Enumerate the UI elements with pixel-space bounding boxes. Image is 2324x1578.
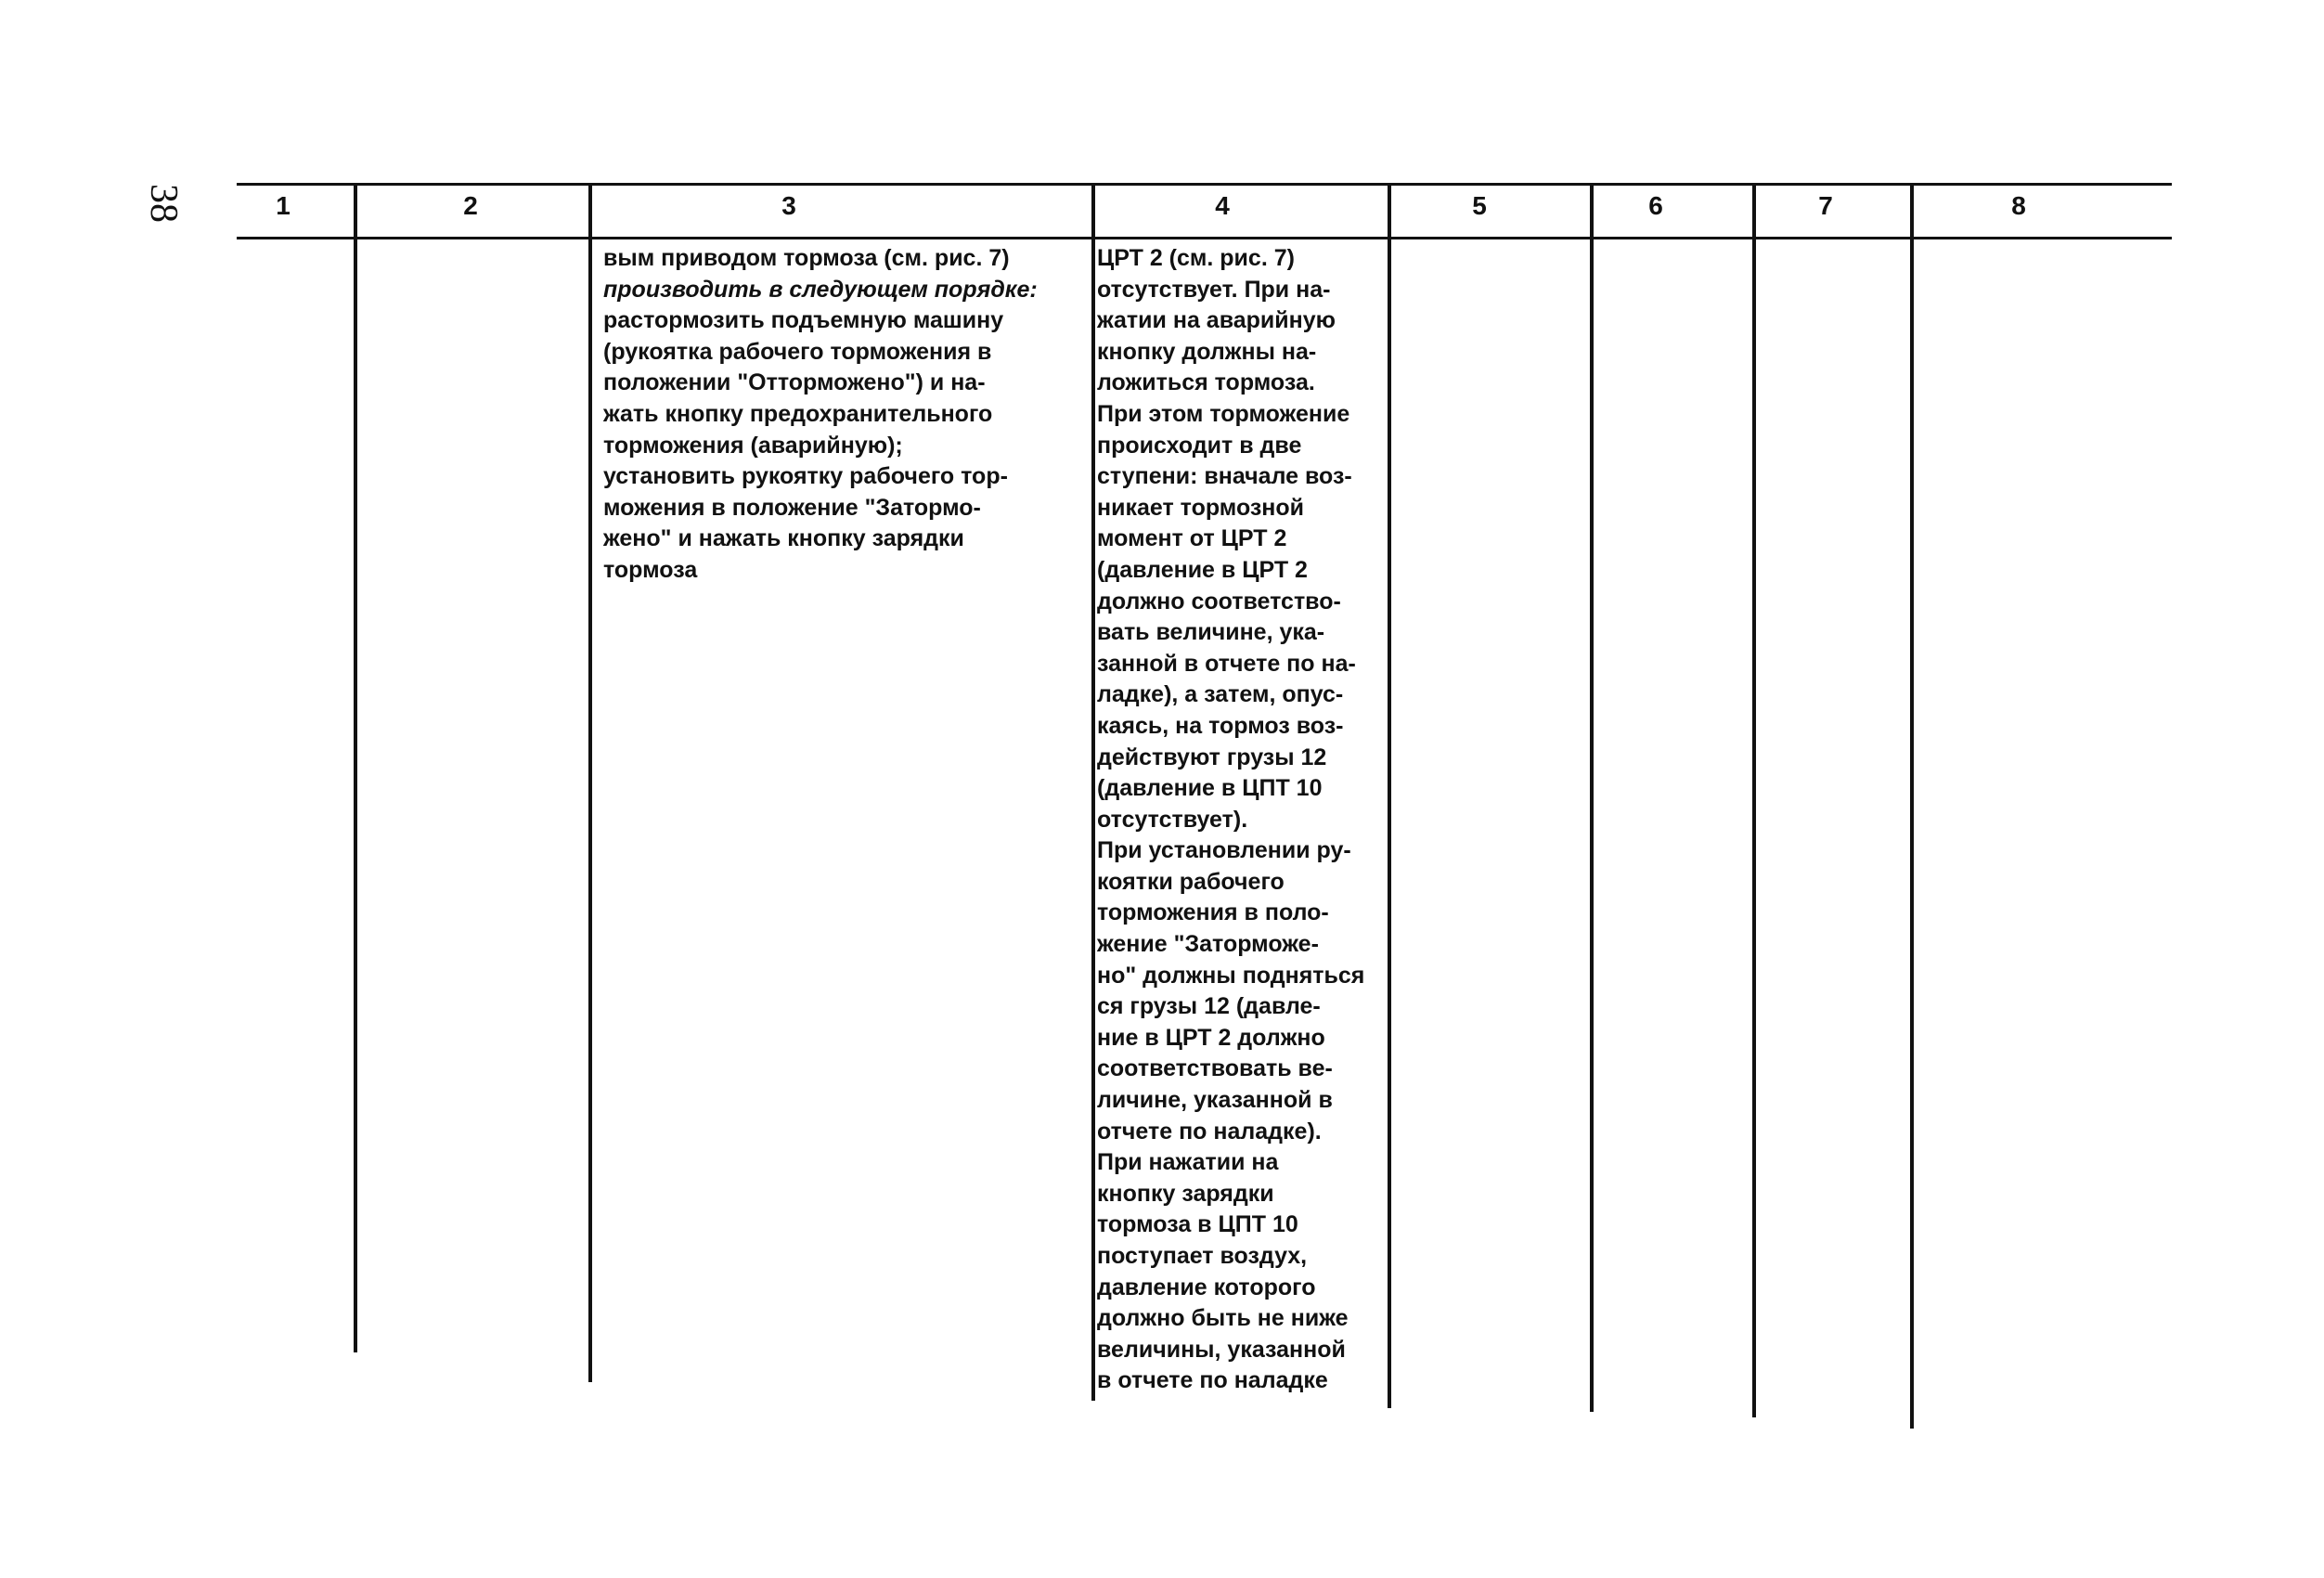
italic-text: производить в следующем порядке: xyxy=(603,276,1038,303)
text-line: кнопку должны на- xyxy=(1097,338,1317,365)
column-number-1: 1 xyxy=(276,191,290,220)
text-line: положении "Отторможено") и на- xyxy=(603,369,986,396)
column-number-7: 7 xyxy=(1818,191,1833,220)
text-line: жатии на аварийную xyxy=(1097,307,1336,334)
text-line: в отчете по наладке xyxy=(1097,1367,1328,1394)
text-line: коятки рабочего xyxy=(1097,868,1285,895)
text-line: но" должны подняться xyxy=(1097,962,1365,989)
text-line: тормоза в ЦПТ 10 xyxy=(1097,1211,1298,1238)
text-line: При нажатии на xyxy=(1097,1149,1279,1176)
text-line: (давление в ЦПТ 10 xyxy=(1097,775,1323,802)
text-line: вать величине, ука- xyxy=(1097,619,1325,646)
text-line: ступени: вначале воз- xyxy=(1097,463,1352,490)
text-line: каясь, на тормоз воз- xyxy=(1097,712,1344,739)
text-line: давление которого xyxy=(1097,1274,1316,1300)
column-number-5: 5 xyxy=(1472,191,1487,220)
text-line: ся грузы 12 (давле- xyxy=(1097,993,1321,1020)
text-line: можения в положение "Затормо- xyxy=(603,494,981,521)
text-line: торможения в поло- xyxy=(1097,899,1329,926)
text-line: вым приводом тормоза (см. рис. 7) xyxy=(603,245,1010,271)
text-line: действуют грузы 12 xyxy=(1097,744,1327,770)
text-line: величины, указанной xyxy=(1097,1336,1346,1363)
column-divider-1-2 xyxy=(354,185,357,1352)
column-divider-5-6 xyxy=(1590,185,1594,1412)
text-line: жение "Заторможе- xyxy=(1097,931,1319,958)
text-line: ложиться тормоза. xyxy=(1097,369,1315,396)
text-line: поступает воздух, xyxy=(1097,1243,1308,1269)
table-top-rule xyxy=(237,183,2172,186)
cell-col3-text xyxy=(603,243,1086,587)
text-line: момент от ЦРТ 2 xyxy=(1097,525,1287,552)
text-line: (рукоятка рабочего торможения в xyxy=(603,338,992,365)
column-divider-2-3 xyxy=(588,185,592,1382)
text-line: растормозить подъемную машину xyxy=(603,307,1004,334)
page-number: 38 xyxy=(142,184,185,223)
column-divider-6-7 xyxy=(1752,185,1756,1417)
column-number-8: 8 xyxy=(2011,191,2026,220)
text-line: занной в отчете по на- xyxy=(1097,650,1356,677)
column-divider-3-4 xyxy=(1091,185,1095,1401)
cell-col4-text xyxy=(1097,243,1385,1397)
column-divider-7-8 xyxy=(1910,185,1914,1429)
column-number-3: 3 xyxy=(781,191,796,220)
text-line: никает тормозной xyxy=(1097,494,1305,521)
text-line: происходит в две xyxy=(1097,432,1302,459)
text-line: При этом торможение xyxy=(1097,400,1350,427)
header-bottom-rule xyxy=(237,237,2172,239)
text-line: (давление в ЦРТ 2 xyxy=(1097,556,1308,583)
text-line: кнопку зарядки xyxy=(1097,1180,1274,1207)
column-number-4: 4 xyxy=(1215,191,1230,220)
column-number-2: 2 xyxy=(463,191,478,220)
text-line: личине, указанной в xyxy=(1097,1087,1333,1114)
text-line: установить рукоятку рабочего тор- xyxy=(603,463,1008,490)
text-line: ние в ЦРТ 2 должно xyxy=(1097,1024,1325,1051)
text-line: отсутствует. При на- xyxy=(1097,276,1331,303)
text-line: ЦРТ 2 (см. рис. 7) xyxy=(1097,245,1295,271)
text-line: тормоза xyxy=(603,556,698,583)
text-line: ладке), а затем, опус- xyxy=(1097,681,1344,708)
text-line: должно соответство- xyxy=(1097,588,1341,614)
text-line xyxy=(603,275,1086,306)
text-line: соответствовать ве- xyxy=(1097,1055,1333,1082)
text-line: жено" и нажать кнопку зарядки xyxy=(603,525,964,552)
text-line: отчете по наладке). xyxy=(1097,1118,1322,1145)
column-number-6: 6 xyxy=(1648,191,1663,220)
text-line: торможения (аварийную); xyxy=(603,432,903,459)
column-divider-4-5 xyxy=(1388,185,1391,1408)
text-line: должно быть не ниже xyxy=(1097,1305,1349,1332)
text-line: отсутствует). xyxy=(1097,806,1248,833)
text-line: жать кнопку предохранительного xyxy=(603,400,993,427)
text-line: При установлении ру- xyxy=(1097,837,1351,864)
